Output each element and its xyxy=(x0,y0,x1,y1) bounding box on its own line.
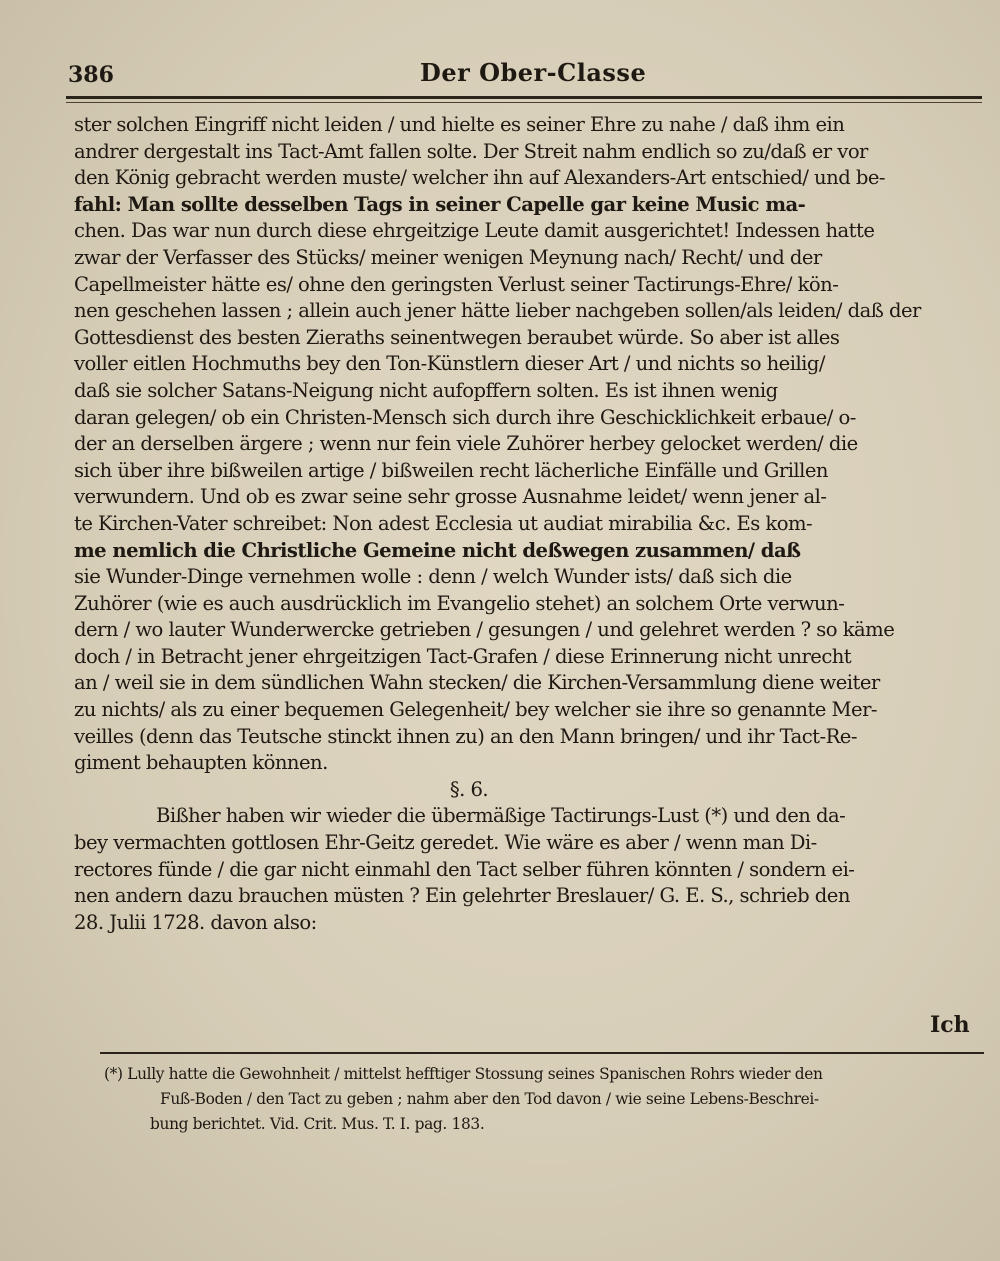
text-line: dern / wo lauter Wunderwercke getrieben / gesungen / und gelehret werden ? so käme xyxy=(74,618,895,642)
text-line: sich über ihre bißweilen artige / bißweilen recht lächerliche Einfälle und Grillen xyxy=(74,458,828,482)
text-line: Gottesdienst des besten Zieraths seinentwegen beraubet würde. So aber ist alles xyxy=(74,325,840,349)
running-head: Der Ober-Classe xyxy=(420,58,647,87)
footnote-line: Fuß-Boden / den Tact zu geben ; nahm aber den Tod davon / wie seine Lebens-Beschrei- xyxy=(160,1090,819,1108)
section-mark: §. 6. xyxy=(449,777,489,801)
text-line: sie Wunder-Dinge vernehmen wolle : denn / welch Wunder ists/ daß sich die xyxy=(74,565,792,589)
text-line: doch / in Betracht jener ehrgeitzigen Tact-Grafen / diese Erinnerung nicht unrecht xyxy=(74,644,852,668)
text-line: giment behaupten können. xyxy=(74,751,328,775)
body-text xyxy=(74,112,984,936)
footnote-line: (*) Lully hatte die Gewohnheit / mittelst hefftiger Stossung seines Spanischen Rohrs wieder den xyxy=(104,1065,823,1083)
text-line: voller eitlen Hochmuths bey den Ton-Künstlern dieser Art / und nichts so heilig/ xyxy=(74,352,825,376)
text-line: zu nichts/ als zu einer bequemen Gelegenheit/ bey welcher sie ihre so genannte Mer- xyxy=(74,698,877,722)
text-line: bey vermachten gottlosen Ehr-Geitz geredet. Wie wäre es aber / wenn man Di- xyxy=(74,831,817,855)
text-line: zwar der Verfasser des Stücks/ meiner wenigen Meynung nach/ Recht/ und der xyxy=(74,245,822,269)
text-line-emphasis: me nemlich die Christliche Gemeine nicht deßwegen zusammen/ daß xyxy=(74,538,801,562)
catchword: Ich xyxy=(930,1012,970,1038)
text-line: Zuhörer (wie es auch ausdrücklich im Evangelio stehet) an solchem Orte verwun- xyxy=(74,591,845,615)
text-line: nen geschehen lassen ; allein auch jener hätte lieber nachgeben sollen/als leiden/ daß der xyxy=(74,299,921,323)
text-line: rectores fünde / die gar nicht einmahl den Tact selber führen könnten / sondern ei- xyxy=(74,857,855,881)
text-line: an / weil sie in dem sündlichen Wahn stecken/ die Kirchen-Versammlung diene weiter xyxy=(74,671,880,695)
text-line: der an derselben ärgere ; wenn nur fein viele Zuhörer herbey gelocket werden/ die xyxy=(74,432,858,456)
text-line: 28. Julii 1728. davon also: xyxy=(74,910,317,934)
text-line: Bißher haben wir wieder die übermäßige Tactirungs-Lust (*) und den da- xyxy=(156,804,846,828)
text-line: den König gebracht werden muste/ welcher ihn auf Alexanders-Art entschied/ und be- xyxy=(74,166,885,190)
text-line-emphasis: fahl: Man sollte desselben Tags in seiner Capelle gar keine Music ma- xyxy=(74,192,806,216)
footnote-line: bung berichtet. Vid. Crit. Mus. T. I. pag. 183. xyxy=(150,1115,485,1133)
text-line: ster solchen Eingriff nicht leiden / und hielte es seiner Ehre zu nahe / daß ihm ein xyxy=(74,113,845,136)
header-rule-thin xyxy=(66,102,982,103)
text-line: chen. Das war nun durch diese ehrgeitzige Leute damit ausgerichtet! Indessen hatte xyxy=(74,219,875,243)
text-line: veilles (denn das Teutsche stinckt ihnen zu) an den Mann bringen/ und ihr Tact-Re- xyxy=(74,724,857,748)
footnote xyxy=(104,1062,974,1137)
text-line: andrer dergestalt ins Tact-Amt fallen solte. Der Streit nahm endlich so zu/daß er vor xyxy=(74,139,868,163)
text-line: te Kirchen-Vater schreibet: Non adest Ecclesia ut audiat mirabilia &c. Es kom- xyxy=(74,511,813,535)
text-line: nen andern dazu brauchen müsten ? Ein gelehrter Breslauer/ G. E. S., schrieb den xyxy=(74,884,850,908)
page-number: 386 xyxy=(68,62,114,88)
text-line: daß sie solcher Satans-Neigung nicht aufopffern solten. Es ist ihnen wenig xyxy=(74,378,778,402)
header-rule xyxy=(66,96,982,99)
text-line: verwundern. Und ob es zwar seine sehr grosse Ausnahme leidet/ wenn jener al- xyxy=(74,485,827,509)
text-line: Capellmeister hätte es/ ohne den geringsten Verlust seiner Tactirungs-Ehre/ kön- xyxy=(74,272,839,296)
text-line: daran gelegen/ ob ein Christen-Mensch sich durch ihre Geschicklichkeit erbaue/ o- xyxy=(74,405,856,429)
footnote-rule xyxy=(100,1052,984,1054)
